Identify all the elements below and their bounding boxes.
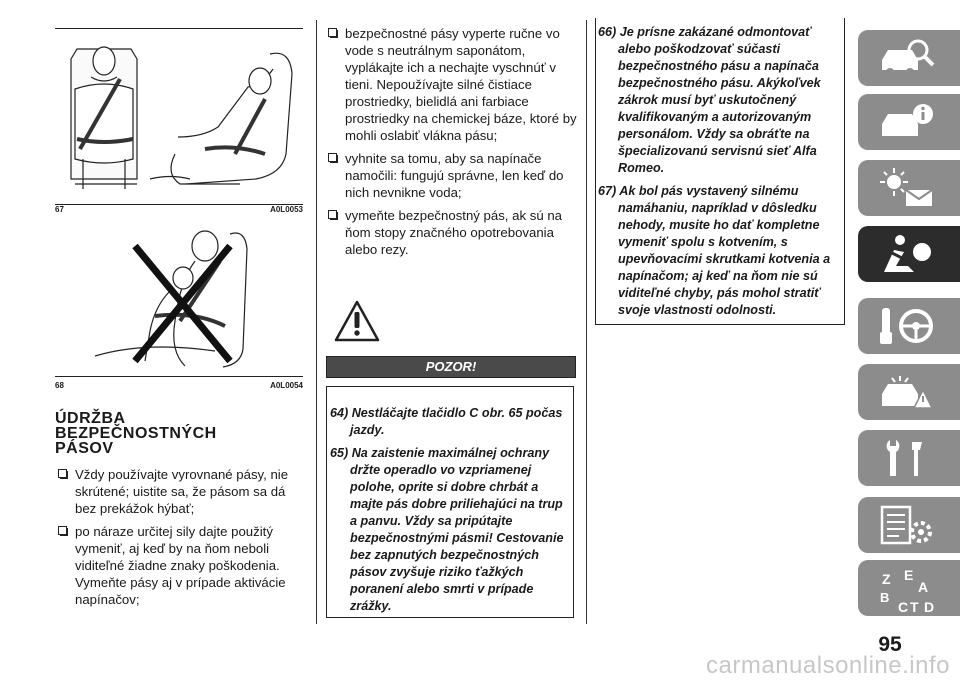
seat-airbag-icon [878, 232, 938, 276]
seatbelt-incorrect-use-image [55, 216, 303, 376]
watermark: carmanualsonline.info [706, 652, 950, 679]
list-item-text: bezpečnostné pásy vyperte ručne vo vode s neutrálnym saponátom, vyplákajte ich a nechajte vyschnúť v tieni. Nepoužívajte silné čistiace prostriedky, bielidlá ani farbiace prostriedky na chemickej báze, ktoré by mohli oslabiť vlákna pásu; [345, 26, 577, 143]
list-item-text: Vždy používajte vyrovnané pásy, nie skrútené; uistite sa, že pásom sa dá bez prekážok hýbať; [75, 467, 289, 516]
svg-text:C: C [898, 599, 909, 615]
tab-knowing-car[interactable] [858, 30, 960, 86]
section-title-line: ÚDRŽBA [55, 410, 126, 427]
warning-note: 65) Na zaistenie maximálnej ochrany držte operadlo vo vzpriamenej polohe, oprite si dobre chrbát a majte pás dobre priliehajúci na trup a panvu. Vždy sa pripútajte bezpečnostnými pásmi! Cestovanie bez zapnutých bezpečnostných pásov zvyšuje riziko ťažkých poranení alebo smrti v prípade zrážky. [330, 446, 564, 613]
key-steering-wheel-icon [878, 304, 938, 348]
warning-title: POZOR! [326, 356, 576, 378]
car-breakdown-icon [878, 370, 938, 414]
list-item-text: po náraze určitej sily dajte použitý vymeniť, aj keď by na ňom neboli viditeľné žiadne znaky poškodenia. Vymeňte pásy aj v prípade aktivácie napínačov; [75, 524, 286, 607]
figure-number: 67 [55, 205, 64, 214]
section-title-line: BEZPEČNOSTNÝCH [55, 425, 217, 442]
seatbelt-correct-use-image [55, 29, 303, 204]
column-divider [586, 20, 587, 624]
column-divider [316, 20, 317, 624]
list-item [326, 207, 578, 258]
list-item [56, 523, 308, 608]
tools-icon [878, 436, 938, 480]
car-info-icon [878, 100, 938, 144]
warning-notes-continued [598, 24, 838, 325]
warning-light-icon [878, 166, 938, 210]
checkbox-bullet-icon [58, 526, 67, 535]
svg-text:D: D [924, 599, 935, 615]
warning-note: 67) Ak bol pás vystavený silnému namáhaniu, napríklad v dôsledku nehody, musite ho dať kompletne vymeniť spolu s kotvením, s upevňovacími skrutkami kotvenia a napínačom; aj keď na ňom nie sú viditeľné chyby, pás mohol stratiť svoje vlastnosti odolnosti. [598, 184, 831, 317]
car-magnifier-icon [878, 36, 938, 80]
checkbox-bullet-icon [328, 153, 337, 162]
svg-text:Z: Z [882, 571, 891, 587]
list-item-text: vymeňte bezpečnostný pás, ak sú na ňom stopy značného opotrebovania alebo rezy. [345, 208, 562, 257]
tab-starting-driving[interactable] [858, 298, 960, 354]
tab-maintenance[interactable] [858, 430, 960, 486]
maintenance-bullets-col1 [56, 466, 308, 614]
figure-67-seatbelt-illustration [55, 28, 303, 205]
tab-technical-data[interactable] [858, 497, 960, 553]
svg-text:A: A [918, 579, 929, 595]
warning-note: 64) Nestláčajte tlačidlo C obr. 65 počas jazdy. [330, 406, 563, 437]
list-item [56, 466, 308, 517]
list-item [326, 25, 578, 144]
maintenance-bullets-col2 [326, 25, 578, 264]
checkbox-bullet-icon [58, 469, 67, 478]
list-item-text: vyhnite sa tomu, aby sa napínače namočili: fungujú správne, len keď do nich nevnikne voda; [345, 151, 564, 200]
svg-text:T: T [910, 599, 919, 615]
figure-number: 68 [55, 381, 64, 390]
figure-68-seatbelt-illustration [55, 216, 303, 377]
checkbox-bullet-icon [328, 210, 337, 219]
section-title [55, 411, 295, 456]
warning-note: 66) Je prísne zakázané odmontovať alebo poškodzovať súčasti bezpečnostného pásu a napínača bezpečnostného pásu. Akýkoľvek zákrok musí byť uskutočnený kvalifikovaným a autorizovaným personálom. Vždy sa obráťte na špecializovanú servisnú sieť Alfa Romeo. [598, 25, 821, 175]
prohibited-cross-icon [135, 246, 230, 361]
warning-notes [330, 405, 568, 621]
list-item [326, 150, 578, 201]
tab-emergency[interactable] [858, 364, 960, 420]
page-number: 95 [878, 633, 902, 656]
tab-dashboard[interactable] [858, 94, 960, 150]
tab-warning-lights[interactable] [858, 160, 960, 216]
tab-index[interactable] [858, 560, 960, 616]
svg-text:E: E [904, 567, 914, 583]
figure-code: A0L0054 [270, 381, 303, 390]
warning-triangle-icon [334, 300, 380, 347]
tab-safety[interactable] [858, 226, 960, 282]
checkbox-bullet-icon [328, 28, 337, 37]
section-title-line: PÁSOV [55, 440, 114, 457]
svg-text:B: B [880, 590, 890, 605]
alphabet-index-icon [878, 566, 938, 616]
figure-code: A0L0053 [270, 205, 303, 214]
specs-gear-icon [878, 503, 938, 547]
